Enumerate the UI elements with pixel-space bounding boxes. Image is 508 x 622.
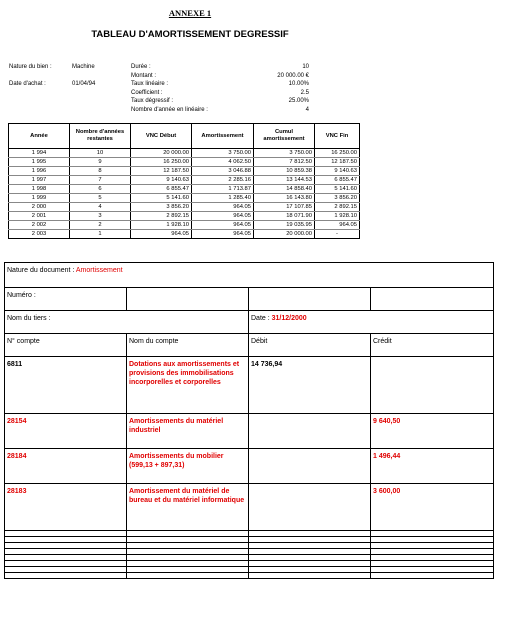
remaining-years-cell: 3 [70, 212, 131, 221]
info-label: Taux linéaire : [131, 81, 169, 87]
tiers-row [5, 311, 494, 334]
vnc-start-cell: 2 892.15 [131, 212, 192, 221]
journal-entry-form [4, 262, 494, 579]
year-cell: 1 995 [9, 158, 70, 167]
depreciation-cell: 964.05 [192, 221, 254, 230]
account-number: 28154 [5, 414, 127, 449]
info-label: Montant : [131, 72, 157, 79]
asset-info-left [9, 63, 129, 93]
annex-heading: ANNEXE 1 [168, 8, 212, 18]
column-header: Amortissement [192, 124, 254, 149]
remaining-years-cell: 1 [70, 230, 131, 239]
remaining-years-cell: 5 [70, 194, 131, 203]
table-row [9, 203, 360, 212]
remaining-years-cell: 6 [70, 185, 131, 194]
year-cell: 1 996 [9, 167, 70, 176]
account-name: Amortissements du matériel industriel [127, 414, 249, 449]
tiers-label: Nom du tiers : [5, 311, 249, 334]
journal-line [5, 484, 494, 531]
vnc-start-cell: 3 856.20 [131, 203, 192, 212]
debit-amount: 14 736,94 [249, 357, 371, 414]
remaining-years-cell: 8 [70, 167, 131, 176]
column-header-row [5, 334, 494, 357]
table-row [9, 158, 360, 167]
credit-amount [371, 357, 494, 414]
remaining-years-cell: 7 [70, 176, 131, 185]
credit-header: Crédit [371, 334, 494, 357]
cumulative-cell: 20 000.00 [254, 230, 315, 239]
empty-cell [371, 288, 494, 311]
vnc-end-cell: 3 856.20 [315, 194, 360, 203]
table-row [9, 194, 360, 203]
depreciation-cell: 3 750.00 [192, 149, 254, 158]
document-nature-row [5, 263, 494, 288]
empty-cell [249, 288, 371, 311]
journal-line [5, 449, 494, 484]
info-value: 2.5 [300, 89, 309, 96]
column-header: VNC Début [131, 124, 192, 149]
table-header-row [9, 124, 360, 149]
vnc-end-cell: - [315, 230, 360, 239]
year-cell: 1 998 [9, 185, 70, 194]
numero-label: Numéro : [5, 288, 127, 311]
vnc-end-cell: 5 141.60 [315, 185, 360, 194]
vnc-end-cell: 16 250.00 [315, 149, 360, 158]
vnc-start-cell: 964.05 [131, 230, 192, 239]
remaining-years-cell: 2 [70, 221, 131, 230]
vnc-start-cell: 5 141.60 [131, 194, 192, 203]
debit-amount [249, 414, 371, 449]
date-label: Date : [251, 315, 272, 322]
column-header: Cumul amortissement [254, 124, 315, 149]
cumulative-cell: 7 812.50 [254, 158, 315, 167]
journal-line [5, 414, 494, 449]
account-number: 6811 [5, 357, 127, 414]
debit-amount [249, 484, 371, 531]
column-header: Nombre d'années restantes [70, 124, 131, 149]
depreciation-cell: 1 713.87 [192, 185, 254, 194]
cumulative-cell: 13 144.53 [254, 176, 315, 185]
depreciation-cell: 4 062.50 [192, 158, 254, 167]
year-cell: 1 997 [9, 176, 70, 185]
info-label: Coefficient : [131, 89, 163, 96]
date-value: 31/12/2000 [271, 315, 307, 322]
table-row [9, 185, 360, 194]
vnc-start-cell: 1 928.10 [131, 221, 192, 230]
vnc-end-cell: 6 855.47 [315, 176, 360, 185]
account-name: Amortissement du matériel de bureau et du matériel informatique [127, 484, 249, 531]
table-row [9, 212, 360, 221]
credit-amount: 1 496,44 [371, 449, 494, 484]
cumulative-cell: 10 859.38 [254, 167, 315, 176]
vnc-start-cell: 6 855.47 [131, 185, 192, 194]
vnc-end-cell: 2 892.15 [315, 203, 360, 212]
credit-amount: 3 600,00 [371, 484, 494, 531]
page-title: TABLEAU D'AMORTISSEMENT DEGRESSIF [91, 29, 289, 40]
account-name-header: Nom du compte [127, 334, 249, 357]
info-value: 20 000.00 € [277, 72, 309, 79]
depreciation-cell: 964.05 [192, 203, 254, 212]
numero-field[interactable] [127, 288, 249, 311]
account-number: 28183 [5, 484, 127, 531]
column-header: Année [9, 124, 70, 149]
table-row [9, 149, 360, 158]
depreciation-table [8, 123, 360, 239]
year-cell: 2 000 [9, 203, 70, 212]
vnc-end-cell: 12 187.50 [315, 158, 360, 167]
depreciation-cell: 2 285.16 [192, 176, 254, 185]
column-header: VNC Fin [315, 124, 360, 149]
vnc-start-cell: 16 250.00 [131, 158, 192, 167]
vnc-start-cell: 12 187.50 [131, 167, 192, 176]
year-cell: 2 001 [9, 212, 70, 221]
info-value: 10 [302, 64, 309, 70]
year-cell: 1 994 [9, 149, 70, 158]
cumulative-cell: 19 035.95 [254, 221, 315, 230]
info-label: Nombre d'année en linéaire : [131, 106, 208, 113]
cumulative-cell: 14 858.40 [254, 185, 315, 194]
vnc-start-cell: 20 000.00 [131, 149, 192, 158]
depreciation-cell: 964.05 [192, 212, 254, 221]
info-label: Taux dégressif : [131, 98, 174, 104]
account-number: 28184 [5, 449, 127, 484]
table-row [9, 230, 360, 239]
empty-journal-line [5, 573, 494, 579]
account-name: Amortissements du mobilier (599,13 + 897,31) [127, 449, 249, 484]
account-name: Dotations aux amortissements et provisions des immobilisations incorporelles et corporelles [127, 357, 249, 414]
depreciation-cell: 964.05 [192, 230, 254, 239]
cumulative-cell: 18 071.90 [254, 212, 315, 221]
numero-row [5, 288, 494, 311]
depreciation-cell: 1 285.40 [192, 194, 254, 203]
table-row [9, 221, 360, 230]
vnc-end-cell: 9 140.63 [315, 167, 360, 176]
journal-line [5, 357, 494, 414]
debit-amount [249, 449, 371, 484]
remaining-years-cell: 9 [70, 158, 131, 167]
depreciation-cell: 3 046.88 [192, 167, 254, 176]
info-value: 25.00% [288, 98, 309, 104]
vnc-end-cell: 1 928.10 [315, 212, 360, 221]
table-row [9, 167, 360, 176]
table-row [9, 176, 360, 185]
document-nature-label: Nature du document : [7, 267, 76, 274]
remaining-years-cell: 4 [70, 203, 131, 212]
asset-info-right [131, 63, 309, 117]
year-cell: 2 002 [9, 221, 70, 230]
purchase-date-label: Date d'achat : [9, 81, 46, 87]
info-value: 4 [305, 106, 309, 113]
cumulative-cell: 17 107.85 [254, 203, 315, 212]
cumulative-cell: 3 750.00 [254, 149, 315, 158]
debit-header: Débit [249, 334, 371, 357]
nature-value: Machine [72, 64, 95, 70]
year-cell: 2 003 [9, 230, 70, 239]
cumulative-cell: 16 143.80 [254, 194, 315, 203]
remaining-years-cell: 10 [70, 149, 131, 158]
year-cell: 1 999 [9, 194, 70, 203]
document-nature-value: Amortissement [75, 267, 123, 274]
vnc-start-cell: 9 140.63 [131, 176, 192, 185]
nature-label: Nature du bien : [9, 64, 52, 70]
info-label: Durée : [131, 64, 151, 70]
purchase-date-value: 01/04/94 [72, 81, 96, 87]
vnc-end-cell: 964.05 [315, 221, 360, 230]
credit-amount: 9 640,50 [371, 414, 494, 449]
account-number-header: N° compte [5, 334, 127, 357]
info-value: 10.00% [288, 81, 309, 87]
